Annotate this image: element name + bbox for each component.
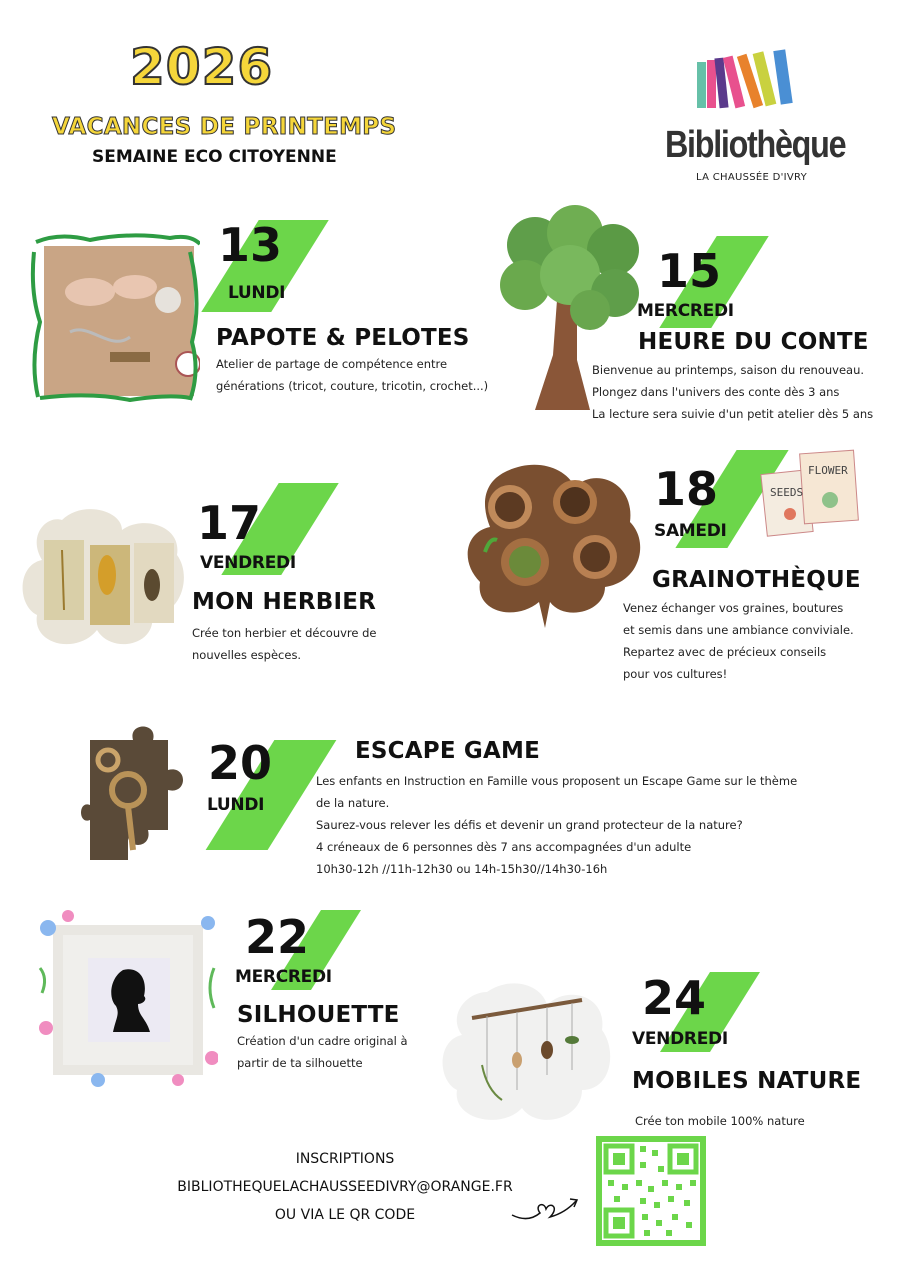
registration-heading: INSCRIPTIONS xyxy=(295,1151,395,1167)
event-date: 17 xyxy=(197,496,262,550)
event-description: Venez échanger vos graines, boutures et semis dans une ambiance conviviale. Repartez avec de précieux conseils pour vos cultures! xyxy=(623,601,854,681)
event-date: 18 xyxy=(654,462,719,516)
event-description: Crée ton mobile 100% nature xyxy=(635,1114,805,1128)
theme-title: SEMAINE ECO CITOYENNE xyxy=(92,147,337,167)
keys-puzzle-photo xyxy=(78,710,188,880)
herbarium-photo xyxy=(22,505,187,650)
event-day: MERCREDI xyxy=(637,301,734,321)
event-description: Atelier de partage de compétence entre générations (tricot, couture, tricotin, crochet...) xyxy=(216,357,489,393)
library-location: LA CHAUSSÉE D'IVRY xyxy=(696,172,808,183)
flower-label: FLOWER xyxy=(808,464,848,477)
event-day: VENDREDI xyxy=(632,1029,728,1049)
qr-code[interactable] xyxy=(596,1136,706,1246)
event-title: PAPOTE & PELOTES xyxy=(216,325,470,351)
event-title: GRAINOTHÈQUE xyxy=(652,567,861,593)
year-title: 2026 xyxy=(130,38,274,96)
event-title: HEURE DU CONTE xyxy=(638,329,869,355)
event-day: LUNDI xyxy=(207,795,265,815)
email-link[interactable]: BIBLIOTHEQUELACHAUSSEEDIVRY@ORANGE.FR xyxy=(177,1179,513,1195)
event-date: 15 xyxy=(657,244,722,298)
seeds-label: SEEDS xyxy=(770,486,804,499)
event-day: SAMEDI xyxy=(654,521,727,541)
event-date: 20 xyxy=(208,736,273,790)
event-description: Bienvenue au printemps, saison du renouveau. Plongez dans l'univers des conte dès 3 ans La lecture sera suivie d'un petit atelier dès 5 ans xyxy=(592,363,874,421)
books-logo-icon xyxy=(695,48,805,110)
event-day: LUNDI xyxy=(228,283,286,303)
silhouette-frame-photo xyxy=(38,908,218,1088)
event-title: MON HERBIER xyxy=(192,589,377,615)
event-day: VENDREDI xyxy=(200,553,296,573)
event-title: SILHOUETTE xyxy=(237,1002,400,1028)
knitting-photo xyxy=(30,232,200,402)
event-day: MERCREDI xyxy=(235,967,332,987)
subtitle: VACANCES DE PRINTEMPS xyxy=(52,114,397,140)
seedling-pots-photo xyxy=(465,462,645,630)
event-description: Les enfants en Instruction en Famille vous proposent un Escape Game sur le thème de la nature. Saurez-vous relever les défis et devenir un grand protecteur de la nature? 4 créneaux de 6 personnes dès 7 ans accompagnées d'un adulte 10h30-12h //11h-12h30 ou 14h-15h30//14h30-16h xyxy=(316,774,798,876)
seed-packets-illustration xyxy=(760,448,860,540)
event-date: 13 xyxy=(218,218,283,272)
heart-arrow-icon xyxy=(510,1195,582,1225)
event-date: 22 xyxy=(245,910,310,964)
event-description: Crée ton herbier et découvre de nouvelles espèces. xyxy=(192,626,377,662)
nature-mobile-photo xyxy=(442,980,612,1125)
event-date: 24 xyxy=(642,971,707,1025)
event-description: Création d'un cadre original à partir de ta silhouette xyxy=(237,1034,408,1070)
event-title: MOBILES NATURE xyxy=(632,1068,862,1094)
event-title: ESCAPE GAME xyxy=(355,738,541,764)
library-name: Bibliothèque xyxy=(665,124,846,166)
qr-note: OU VIA LE QR CODE xyxy=(274,1207,416,1223)
